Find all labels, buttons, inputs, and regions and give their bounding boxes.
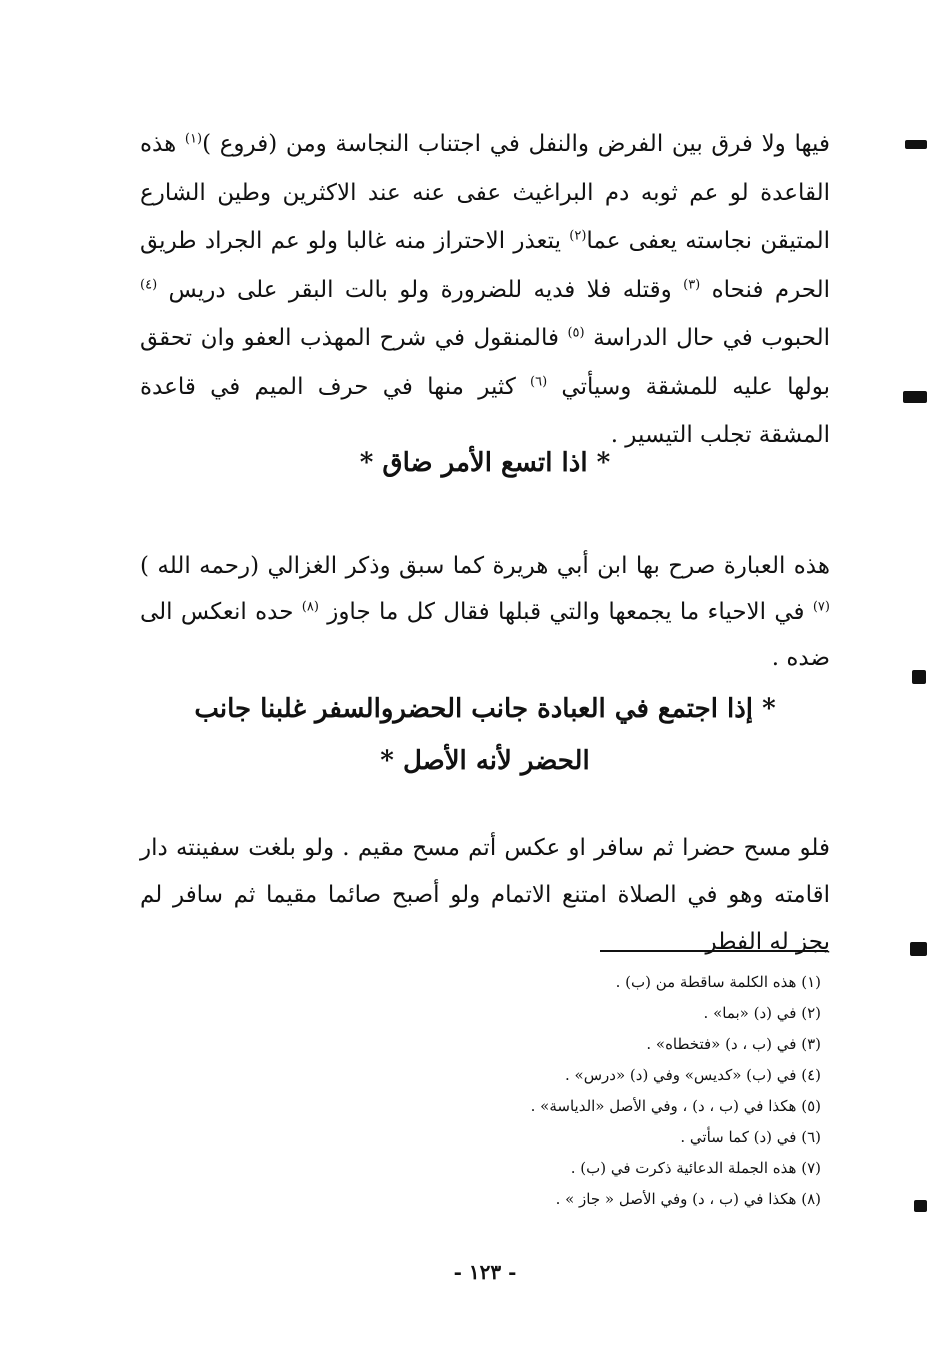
paragraph-text: فيها ولا فرق بين الفرض والنفل في اجتناب النجاسة ومن (فروع ): [202, 131, 830, 157]
paragraph-text: الحبوب في حال الدراسة: [584, 325, 830, 351]
paragraph-1: [140, 120, 830, 460]
footnote-item: (٥) هكذا في (ب ، د) ، وفي الأصل «الدياسة» .: [530, 1097, 821, 1115]
footnote-item: (٣) في (ب ، د) «فتخطاه» .: [646, 1035, 821, 1053]
footnote-ref-2[interactable]: (٢): [569, 228, 587, 244]
footnote-ref-6[interactable]: (٦): [530, 373, 548, 389]
binding-mark: [914, 1200, 927, 1212]
footnotes-list: [321, 967, 821, 1215]
section-heading-1: * اذا اتسع الأمر ضاق *: [359, 448, 611, 478]
paragraph-text: في الاحياء ما يجمعها والتي قبلها فقال كل ما جاوز: [318, 599, 813, 625]
footnote-ref-8[interactable]: (٨): [301, 599, 319, 615]
footnote-item: (٤) في (ب) «كديس» وفي (د) «درس» .: [565, 1066, 821, 1084]
footnote-item: (٧) هذه الجملة الدعائية ذكرت في (ب) .: [570, 1159, 821, 1177]
paragraph-3: فلو مسح حضرا ثم سافر او عكس أتم مسح مقيم . ولو بلغت سفينته دار اقامته وهو في الصلاة امتنع الاتمام ولو أصبح صائما مقيما ثم سافر لم يجز له الفطر: [140, 835, 830, 955]
footnote-ref-3[interactable]: (٣): [683, 276, 701, 292]
footnote-ref-7[interactable]: (٧): [812, 599, 830, 615]
paragraph-text: هذه القاعدة لو عم ثوبه دم البراغيث عفى عنه عند الاكثرين وطين الشارع المتيقن نجاسته يعفى عما: [140, 131, 830, 254]
paragraph-text: كثير منها في حرف الميم في قاعدة المشقة تجلب التيسير .: [140, 373, 830, 448]
section-heading-2: [140, 683, 830, 787]
paragraph-text: يتعذر الاحتراز منه غالبا ولو عم الجراد طريق الحرم فنحاه: [140, 228, 831, 303]
paragraph-text: وقتله فلا فديه للضرورة ولو بالت البقر على دريس: [157, 276, 684, 303]
binding-mark: [905, 140, 927, 149]
footnote-ref-4[interactable]: (٤): [140, 276, 158, 292]
footnote-ref-1[interactable]: (١): [184, 131, 203, 147]
binding-mark: [903, 391, 927, 403]
binding-mark: [912, 670, 926, 684]
footnote-divider: [600, 950, 828, 952]
footnote-item: (٢) في (د) «بما» .: [703, 1004, 821, 1022]
paragraph-text: هذه العبارة صرح بها ابن أبي هريرة كما سبق وذكر الغزالي (رحمه الله ): [140, 553, 830, 579]
footnote-item: (٨) هكذا في (ب ، د) وفي الأصل « جاز » .: [555, 1190, 821, 1208]
binding-mark: [910, 942, 927, 956]
footnote-ref-5[interactable]: (٥): [567, 325, 585, 341]
page-number: - ١٢٣ -: [453, 1260, 517, 1284]
heading-line-2: الحضر لأنه الأصل *: [380, 746, 590, 776]
heading-line-1: * إذا اجتمع في العبادة جانب الحضروالسفر غلبنا جانب: [194, 694, 776, 724]
footnote-item: (١) هذه الكلمة ساقطة من (ب) .: [615, 973, 821, 991]
paragraph-text: حده انعكس الى ضده .: [140, 599, 830, 671]
footnote-item: (٦) في (د) كما سأتي .: [680, 1128, 821, 1146]
paragraph-text: فالمنقول في شرح المهذب العفو وان تحقق بولها عليه للمشقة وسيأتي: [140, 325, 830, 400]
paragraph-2: [140, 543, 830, 681]
